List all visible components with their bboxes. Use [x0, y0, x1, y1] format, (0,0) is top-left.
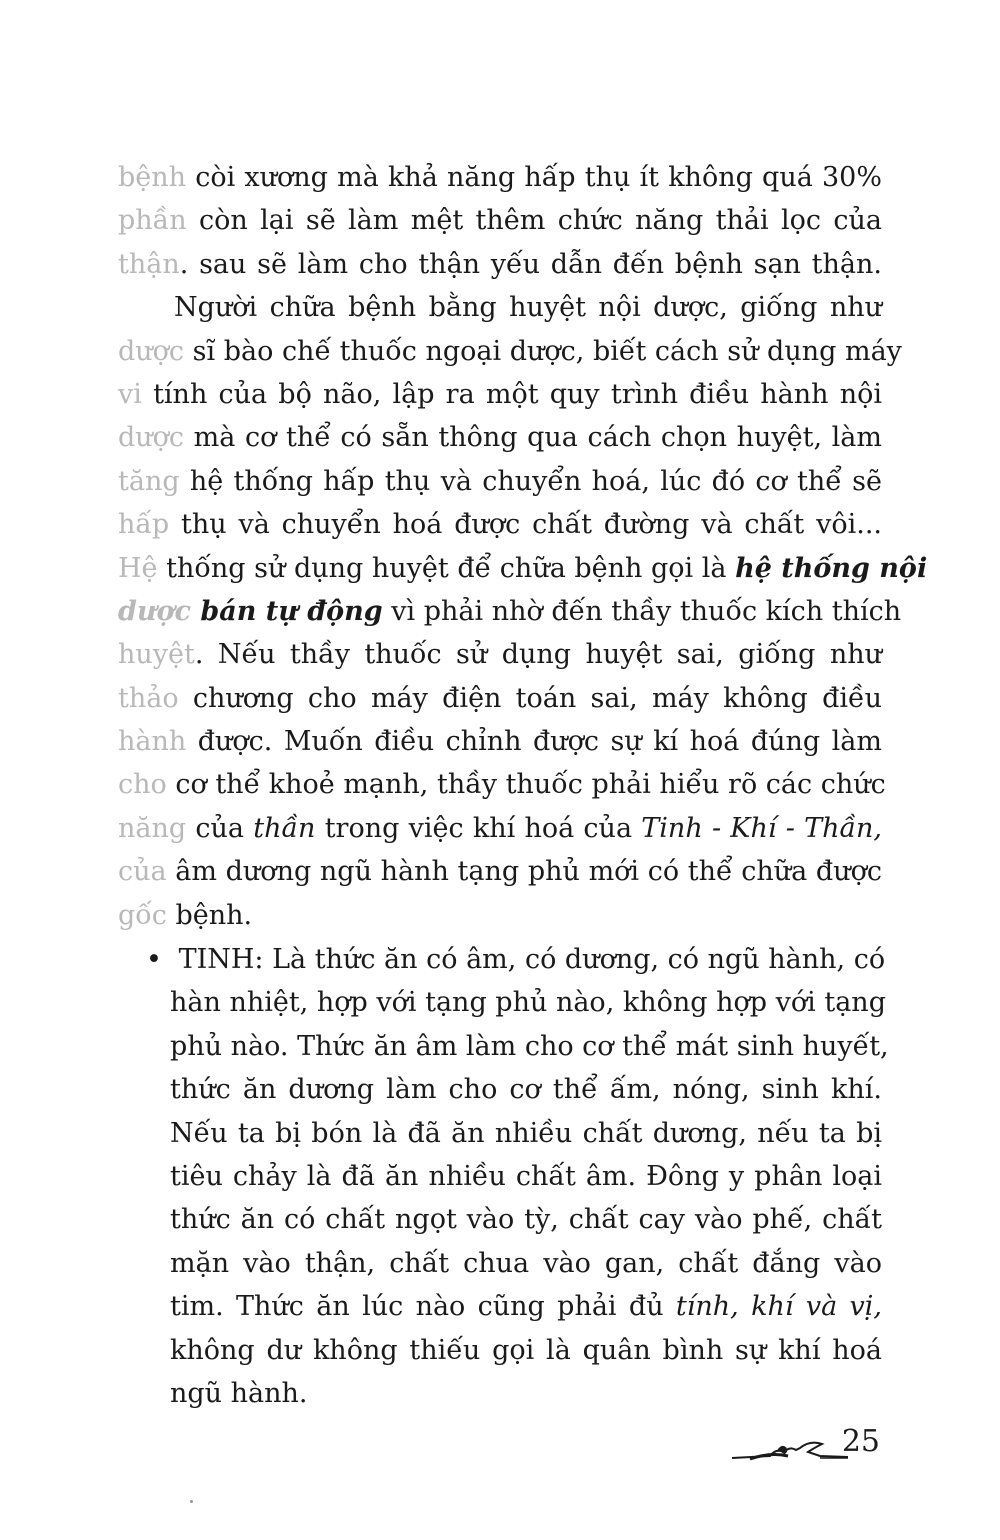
text-line [118, 243, 882, 286]
line-text: phủ nào. Thức ăn âm làm cho cơ thể mát sinh huyết, [170, 1030, 889, 1062]
line-text: mà cơ thể có sẵn thông qua cách chọn huyệt, làm [184, 422, 882, 454]
faded-word: dược [118, 335, 185, 367]
faded-word: dược [118, 595, 191, 627]
line-text: âm dương ngũ hành tạng phủ mới có thể chữa được [166, 856, 882, 888]
line-text: tim. Thức ăn lúc nào cũng phải đủ [170, 1291, 676, 1323]
emphasis-text: Tinh - Khí - Thần, [641, 812, 883, 844]
line-text: ngũ hành. [170, 1377, 308, 1409]
text-line [146, 1112, 882, 1155]
faded-word: cho [118, 769, 167, 801]
text-line [146, 938, 886, 981]
faded-word: Hệ [118, 552, 158, 584]
line-text: thụ và chuyển hoá được chất đường và chất vôi... [169, 509, 882, 541]
faded-word: bệnh [118, 162, 187, 193]
text-line [118, 199, 882, 242]
faded-word: của [118, 856, 167, 888]
text-line [118, 416, 882, 459]
main-text [118, 156, 928, 937]
text-line [146, 1025, 889, 1068]
text-line [118, 156, 882, 199]
line-text: bệnh. [166, 899, 253, 931]
text-line [146, 1155, 882, 1198]
faded-word: dược [118, 422, 185, 454]
line-text: tiêu chảy là đã ăn nhiều chất âm. Đông y phân loại [170, 1160, 882, 1192]
line-text: được. Muốn điều chỉnh được sự kí hoá đúng làm [186, 726, 882, 758]
decorative-flourish-icon [730, 1426, 850, 1466]
emphasis-text: tính, khí và vị, [675, 1291, 882, 1323]
line-text: . Nếu thầy thuốc sử dụng huyệt sai, giống như [194, 639, 882, 671]
emphasis-text: thần [253, 812, 316, 844]
line-text: tính của bộ não, lập ra một quy trình điều hành nội [141, 378, 882, 410]
text-line [118, 633, 882, 676]
line-text: Nếu ta bị bón là đã ăn nhiều chất dương, nếu ta bị [170, 1117, 882, 1149]
faded-word: thận [118, 248, 180, 280]
line-text: không dư không thiếu gọi là quân bình sự khí hoá [170, 1334, 882, 1366]
text-line [118, 677, 882, 720]
line-text: vì phải nhờ đến thầy thuốc kích thích [382, 595, 902, 627]
text-line [118, 286, 882, 329]
text-line [146, 1068, 882, 1111]
text-line [118, 807, 882, 850]
page-number: 25 [841, 1424, 880, 1459]
faded-word: tăng [118, 465, 180, 497]
line-text: thống sử dụng huyệt để chữa bệnh gọi là [157, 552, 736, 584]
faded-word: vi [118, 378, 142, 410]
text-line [118, 894, 882, 937]
bullet-icon: • [146, 944, 162, 975]
text-line [146, 1242, 882, 1285]
text-line [118, 503, 882, 546]
text-line [118, 460, 882, 503]
emphasis-text: hệ thống nội [735, 552, 928, 584]
line-text: còi xương mà khả năng hấp thụ ít không quá 30% [186, 162, 882, 193]
emphasis-text: bán tự động [190, 595, 383, 627]
bullet-list-item [146, 938, 889, 1415]
text-line [146, 1285, 882, 1328]
text-line [146, 1329, 882, 1372]
faded-word: huyệt [118, 639, 195, 671]
scan-speck [190, 1500, 193, 1503]
line-text: hàn nhiệt, hợp với tạng phủ nào, không hợp với tạng [170, 987, 886, 1019]
line-text: còn lại sẽ làm mệt thêm chức năng thải lọc của [186, 205, 882, 237]
line-text: của [186, 812, 254, 844]
text-line [146, 1372, 882, 1415]
line-text: . sau sẽ làm cho thận yếu dẫn đến bệnh sạn thận. [179, 248, 882, 280]
text-line [146, 1198, 882, 1241]
line-text: hệ thống hấp thụ và chuyển hoá, lúc đó cơ thể sẽ [179, 465, 882, 497]
faded-word: hành [118, 726, 187, 758]
faded-word: gốc [118, 899, 167, 931]
text-line [118, 850, 882, 893]
page-footer [720, 1418, 890, 1468]
line-text: Người chữa bệnh bằng huyệt nội dược, giống như [174, 292, 882, 324]
line-text: TINH: Là thức ăn có âm, có dương, có ngũ hành, có [170, 944, 886, 975]
line-text: thức ăn có chất ngọt vào tỳ, chất cay vào phế, chất [170, 1204, 882, 1236]
text-line [118, 373, 882, 416]
text-line [118, 590, 902, 633]
text-line [118, 763, 886, 806]
line-text: chương cho máy điện toán sai, máy không điều [178, 682, 882, 714]
line-text: cơ thể khoẻ mạnh, thầy thuốc phải hiểu rõ các chức [166, 769, 886, 801]
faded-word: hấp [118, 509, 170, 541]
faded-word: phần [118, 205, 187, 237]
line-text: thức ăn dương làm cho cơ thể ấm, nóng, sinh khí. [170, 1074, 882, 1106]
text-line [118, 330, 902, 373]
text-line [118, 547, 928, 590]
line-text: trong việc khí hoá của [315, 812, 642, 844]
faded-word: năng [118, 812, 187, 844]
text-line [146, 981, 886, 1024]
line-text: mặn vào thận, chất chua vào gan, chất đắng vào [170, 1247, 882, 1279]
text-line [118, 720, 882, 763]
faded-word: thảo [118, 682, 179, 714]
line-text: sĩ bào chế thuốc ngoại dược, biết cách sử dụng máy [184, 335, 902, 367]
